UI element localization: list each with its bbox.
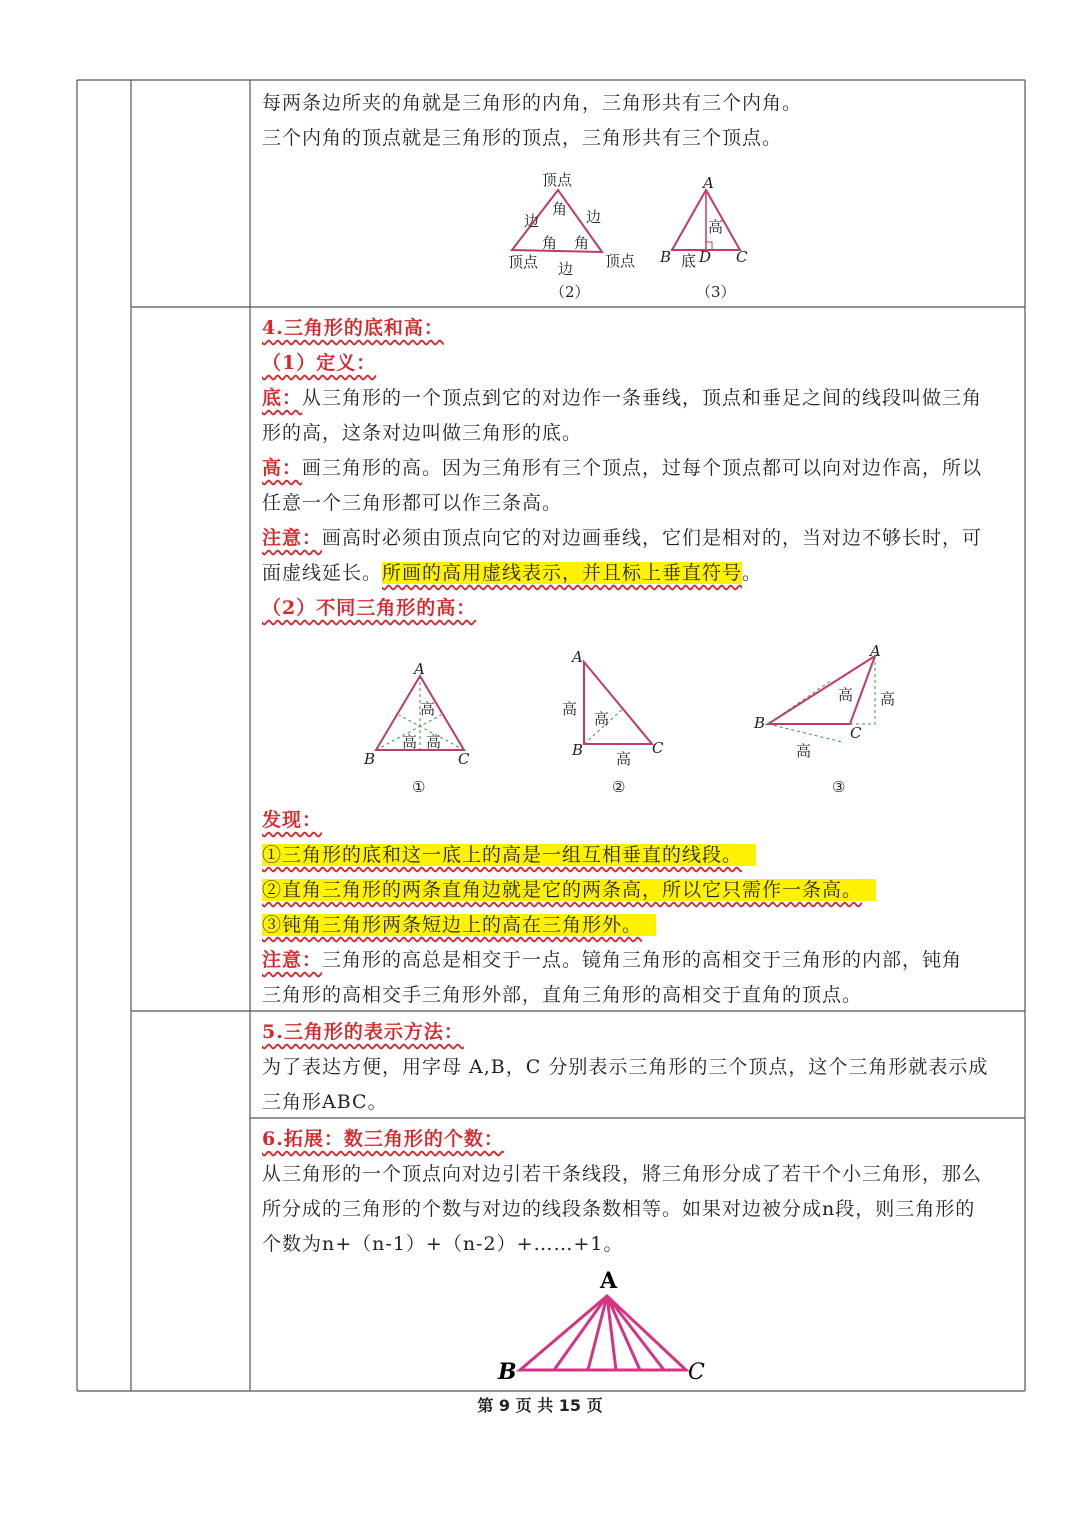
- acute-vertex-a: A: [414, 660, 425, 678]
- note-2-key: 注意：: [262, 949, 323, 971]
- different-heights-heading: （2）不同三角形的高：: [262, 597, 477, 619]
- right-vertex-c: C: [652, 739, 664, 757]
- side-right-label: 边: [586, 208, 602, 226]
- section-6-text-3: 个数为n+（n-1）+（n-2）+……+1。: [262, 1233, 624, 1255]
- vertex-d-label: D: [699, 248, 712, 266]
- vertex-c-label: C: [736, 248, 748, 266]
- finding-2: ②直角三角形的两条直角边就是它的两条高，所以它只需作一条高。: [262, 879, 876, 901]
- figure-right: [562, 648, 664, 796]
- angle-right-label: 角: [574, 234, 590, 252]
- caption-3: ③: [832, 778, 846, 796]
- obtuse-height-label-3: 高: [796, 742, 812, 760]
- fan-vertex-b: B: [498, 1359, 517, 1385]
- right-vertex-a: A: [572, 648, 583, 666]
- right-vertex-b: B: [572, 741, 584, 759]
- figure-acute: [363, 660, 470, 796]
- right-height-label-3: 高: [616, 750, 632, 768]
- note-highlight: 所画的高用虚线表示，并且标上垂直符号: [382, 562, 743, 584]
- obtuse-triangle: [768, 656, 875, 724]
- section-5-title: 5.三角形的表示方法：: [262, 1021, 464, 1043]
- obtuse-vertex-a: A: [870, 642, 881, 660]
- section-top: [262, 86, 1014, 156]
- fan-vertex-a: A: [600, 1268, 618, 1294]
- figure-2: [508, 171, 636, 301]
- page-footer: 第 9 页 共 15 页: [477, 1396, 603, 1415]
- section-5-text-2: 三角形ABC。: [262, 1091, 388, 1113]
- figure-2-caption: （2）: [550, 283, 590, 301]
- height-text-2: 任意一个三角形都可以作三条高。: [262, 492, 563, 514]
- definition-heading: （1）定义：: [262, 352, 377, 374]
- caption-1: ①: [412, 778, 426, 796]
- vertex-left-label: 顶点: [508, 253, 539, 271]
- figure-triangle-parts: [490, 168, 780, 303]
- base-text-2: 形的高，这条对边叫做三角形的底。: [262, 422, 583, 444]
- obtuse-height-label-1: 高: [838, 686, 854, 704]
- section-6: [262, 1122, 1014, 1262]
- side-bottom-label: 边: [558, 260, 574, 278]
- interior-angle-text: 每两条边所夹的角就是三角形的内角，三角形共有三个内角。: [262, 92, 803, 114]
- acute-vertex-c: C: [458, 750, 470, 768]
- base-label: 底: [681, 252, 697, 270]
- figure-3: [659, 174, 748, 301]
- note-2-text-2: 三角形的高相交手三角形外部，直角三角形的高相交于直角的顶点。: [262, 984, 863, 1006]
- base-key: 底：: [262, 387, 303, 409]
- finding-1: ①三角形的底和这一底上的高是一组互相垂直的线段。: [262, 844, 756, 866]
- vertex-b-label: B: [660, 248, 672, 266]
- obtuse-height-label-2: 高: [880, 690, 896, 708]
- figure-3-caption: （3）: [696, 283, 736, 301]
- vertex-right-label: 顶点: [605, 252, 636, 270]
- height-text-1: 画三角形的高。因为三角形有三个顶点，过每个顶点都可以向对边作高，所以: [302, 457, 983, 479]
- note-text-1: 画高时必须由顶点向它的对边画垂线，它们是相对的，当对边不够长时，可: [322, 527, 983, 549]
- caption-2: ②: [612, 778, 626, 796]
- figure-heights: [340, 640, 930, 800]
- right-height-label-1: 高: [562, 700, 578, 718]
- fan-vertex-c: C: [688, 1360, 705, 1385]
- base-text-1: 从三角形的一个顶点到它的对边作一条垂线，顶点和垂足之间的线段叫做三角: [302, 387, 983, 409]
- vertex-a-label: A: [703, 174, 714, 192]
- section-6-title: 6.拓展：数三角形的个数：: [262, 1128, 504, 1150]
- section-4: [262, 311, 1014, 626]
- note-text-2c: 。: [742, 562, 763, 584]
- angle-left-label: 角: [542, 234, 558, 252]
- finding-heading: 发现：: [262, 809, 323, 831]
- height-label: 高: [708, 218, 724, 236]
- figure-obtuse: [753, 642, 895, 796]
- section-6-text-2: 所分成的三角形的个数与对边的线段条数相等。如果对边被分成n段，则三角形的: [262, 1198, 976, 1220]
- acute-height-label-2: 高: [402, 733, 418, 751]
- section-4-title: 4.三角形的底和高：: [262, 317, 444, 339]
- right-height-label-2: 高: [594, 710, 610, 728]
- acute-height-label-3: 高: [426, 733, 442, 751]
- vertex-text: 三个内角的顶点就是三角形的顶点，三角形共有三个顶点。: [262, 127, 783, 149]
- note-key: 注意：: [262, 527, 323, 549]
- section-4-findings: [262, 803, 1014, 1013]
- side-left-label: 边: [524, 212, 540, 230]
- angle-top-label: 角: [552, 200, 568, 218]
- obtuse-vertex-c: C: [850, 724, 862, 742]
- fan-triangle: [520, 1296, 686, 1370]
- section-6-text-1: 从三角形的一个顶点向对边引若干条线段，將三角形分成了若干个小三角形，那么: [262, 1163, 983, 1185]
- height-key: 高：: [262, 457, 303, 479]
- vertex-top-label: 顶点: [542, 171, 573, 189]
- acute-vertex-b: B: [364, 750, 376, 768]
- note-2-text-1: 三角形的高总是相交于一点。镜角三角形的高相交于三角形的内部，钝角: [322, 949, 963, 971]
- acute-height-label-1: 高: [420, 700, 436, 718]
- obtuse-vertex-b: B: [754, 714, 766, 732]
- note-text-2a: 面虚线延长。: [262, 562, 383, 584]
- section-5-text-1: 为了表达方便，用字母 A,B，C 分别表示三角形的三个顶点，这个三角形就表示成: [262, 1056, 989, 1078]
- right-triangle: [584, 662, 652, 744]
- finding-3: ③钝角三角形两条短边上的高在三角形外。: [262, 914, 656, 936]
- section-5: [262, 1015, 1014, 1120]
- figure-count-triangles: [490, 1262, 740, 1387]
